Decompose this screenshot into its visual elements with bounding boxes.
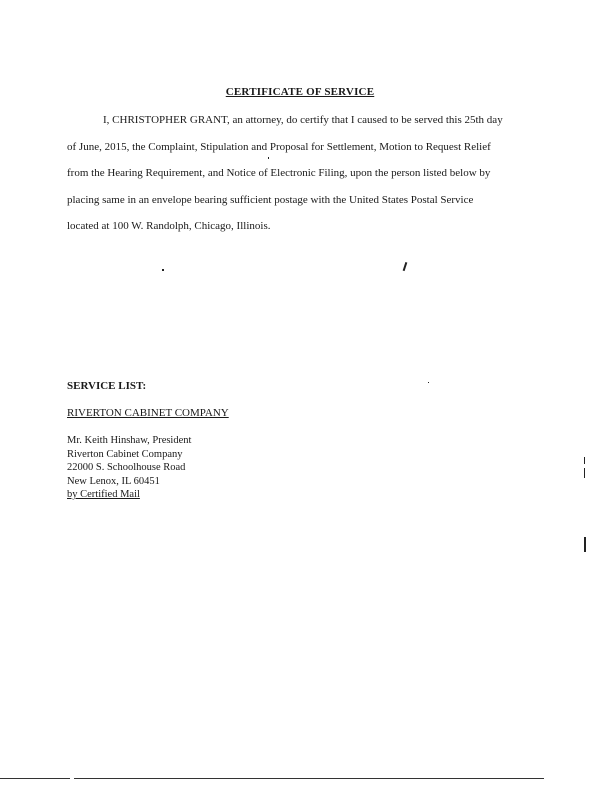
certificate-line-2: of June, 2015, the Complaint, Stipulation and Proposal for Settlement, Motion to Request Relief [67, 140, 491, 153]
service-list-heading: SERVICE LIST: [67, 380, 147, 392]
scan-speck [584, 457, 585, 464]
certificate-body [67, 107, 527, 240]
delivery-method: by Certified Mail [67, 489, 140, 500]
service-address-block [67, 434, 191, 502]
footer-rule [74, 778, 544, 779]
certificate-line-3: from the Hearing Requirement, and Notice of Electronic Filing, upon the person listed below by [67, 167, 491, 180]
scan-speck [428, 382, 429, 383]
contact-name: Mr. Keith Hinshaw, President [67, 435, 192, 446]
scan-speck [162, 269, 164, 271]
signature-mark [403, 262, 407, 271]
scan-speck [268, 157, 269, 159]
certificate-line-1: I, CHRISTOPHER GRANT, an attorney, do certify that I caused to be served this 25th day [103, 114, 503, 126]
footer-rule-left [0, 778, 70, 779]
scan-speck [584, 468, 585, 478]
city-state-zip: New Lenox, IL 60451 [67, 475, 160, 487]
contact-company: Riverton Cabinet Company [67, 448, 183, 460]
service-company-name: RIVERTON CABINET COMPANY [67, 407, 229, 419]
street-address: 22000 S. Schoolhouse Road [67, 462, 186, 473]
certificate-title: CERTIFICATE OF SERVICE [225, 86, 375, 98]
scan-speck [584, 537, 586, 552]
certificate-line-4: placing same in an envelope bearing sufficient postage with the United States Postal Service [67, 193, 474, 206]
certificate-line-5: located at 100 W. Randolph, Chicago, Illinois. [67, 220, 271, 233]
